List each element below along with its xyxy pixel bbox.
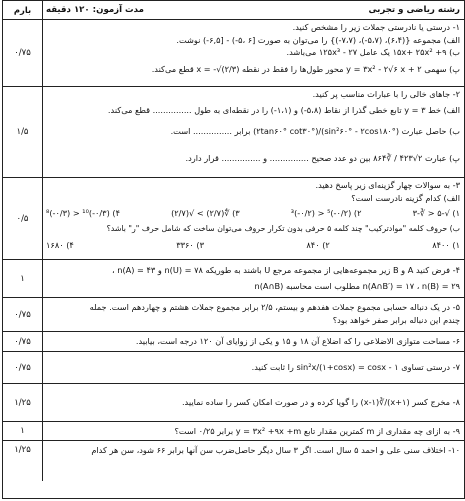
question-4-score: ۱ (3, 260, 43, 297)
question-2-title: ۲- جاهای خالی را با عبارات مناسب پر کنید. (312, 89, 460, 99)
option[interactable]: ۴) ۱۶۸۰ (46, 240, 74, 251)
question-row (3, 20, 464, 87)
option[interactable]: ۱) √-۵ < ∛-۳ (412, 208, 460, 219)
option[interactable]: ۴) (۰/۳-)¹⁰ < (۰/۳-)⁸ (46, 208, 120, 219)
question-2-part-c: پ) عبارت ۲√۴۲۳ / ∛۸۶۴ بین دو عدد صحیح ............... و ............... قرار دارد. (185, 152, 460, 163)
question-3-title: ۳- به سوالات چهار گزینه‌ای زیر پاسخ دهید. (315, 180, 460, 190)
question-3-part-b: ب) حروف کلمه "موادترکیب" چند کلمه ۵ حرفی بدون تکرار حروف می‌توان ساخت که شامل حرف "ر" باشد؟ (106, 223, 460, 233)
question-7-line-1: ۷- درستی تساوی sin²x/(۱+cosx) = cosx - ۱ را ثابت کنید. (251, 362, 460, 372)
track-title: رشته ریاضی و تجربی (368, 4, 460, 15)
question-4-line-1: ۴- فرض کنید A و B زیر مجموعه‌هایی از مجموعه مرجع U باشند به طوریکه n(U) = ۷۸ و n(A) = ۴۳ ، (112, 265, 460, 275)
option[interactable]: ۲) ۸۴۰ (306, 240, 330, 251)
question-5-line-2: چندم این دنباله برابر صفر خواهد بود؟ (332, 314, 460, 325)
question-2-part-a: الف) خط y = ۳ تابع خطی گذرا از نقاط (۵،۸-) و (۱،۱-) را در نقطه‌ای به طول ............... قطع می‌کند. (107, 104, 460, 115)
question-1-score: ۰/۷۵ (3, 20, 43, 86)
option[interactable]: ۱) ۸۴۰۰ (432, 240, 460, 251)
question-8-line-1: ۸- مخرج کسر (x+۱)/∛(x-۱) را گویا کرده و در صورت امکان کسر را ساده نمایید. (181, 397, 460, 407)
question-10-score: ۱/۲۵ (3, 441, 43, 481)
question-6-score: ۰/۷۵ (3, 332, 43, 351)
exam-duration: مدت آزمون: ۱۲۰ دقیقه (46, 4, 144, 15)
question-5-line-1: ۵- در یک دنباله حسابی مجموع جملات هفدهم و بیستم، ۲/۵ برابر مجموع جملات هشتم و چهاردهم است. جمله (89, 302, 460, 312)
question-row (3, 384, 464, 422)
question-4-line-2: n(A∩B′) = ۱۷ ، n(B) = ۲۹ مطلوب است محاسبه n(A∩B) (254, 280, 460, 291)
question-2-part-b: ب) حاصل عبارت (sin²۶۰° - ۲cos۱۸۰°)/(۲tan۶۰° cot۳۰°) برابر ............... است. (170, 126, 460, 137)
question-8-score: ۱/۲۵ (3, 384, 43, 421)
question-1-part-b: ب) ۹+ ۱۵x+ ۲۵x² یک عامل ۲۷ - ۱۲۵x³ می‌باشد. (286, 47, 460, 58)
option[interactable]: ۳) ∜(۲/۷) > √(۲/۷) (171, 208, 240, 219)
score-column-title: بارم (3, 1, 43, 19)
question-7-score: ۰/۷۵ (3, 352, 43, 383)
question-3-score: ۰/۵ (3, 178, 43, 259)
question-3-part-a: الف) کدام گزینه نادرست است؟ (351, 192, 460, 203)
question-10-line-1: ۱۰- اختلاف سنی علی و احمد ۵ سال است. اگر ۳ سال دیگر حاصل‌ضرب سن آنها برابر ۶۶ شود، سن هر کدام (91, 445, 460, 455)
question-3-b-options (46, 239, 460, 252)
question-9-line-1: ۹- به ازای چه مقداری از m کمترین مقدار تابع y = ۳x² +۹x +m برابر ۰/۲۵ است؟ (174, 426, 460, 436)
header-row (3, 1, 464, 20)
option[interactable]: ۳) ۳۳۶۰ (176, 240, 205, 251)
question-row (3, 332, 464, 352)
question-1-title: ۱- درستی یا نادرستی جملات زیر را مشخص کنید. (292, 22, 460, 32)
question-5-score: ۰/۷۵ (3, 298, 43, 331)
question-2-score: ۱/۵ (3, 87, 43, 177)
question-row (3, 178, 464, 260)
question-row (3, 260, 464, 298)
option[interactable]: ۲) (۰/۲-)⁵ < (۰/۲-)³ (290, 208, 362, 219)
question-9-score: ۱ (3, 422, 43, 440)
question-row (3, 441, 464, 481)
exam-sheet (2, 0, 465, 499)
question-row (3, 422, 464, 441)
question-3-a-options (46, 207, 460, 220)
question-row (3, 87, 464, 178)
question-1-part-a: الف) مجموعه {(۶،۴)، (۵،۷-)، (۷،۷-)} را می‌توان به صورت [۶ ،۵-) - [۶,۵-) نوشت. (176, 34, 460, 45)
question-1-part-c: پ) سهمی y = ۳x² - ۲√۶ x + ۲ محور طول‌ها را فقط در نقطه x = -√(۲/۳) قطع می‌کند. (151, 63, 460, 74)
question-6-line-1: ۶- مساحت متوازی الاضلاعی را که اضلاع آن ۱۸ و ۱۵ و یکی از زوایای آن ۱۲۰ درجه است، بیابید. (135, 336, 460, 346)
question-row (3, 298, 464, 332)
question-row (3, 352, 464, 384)
